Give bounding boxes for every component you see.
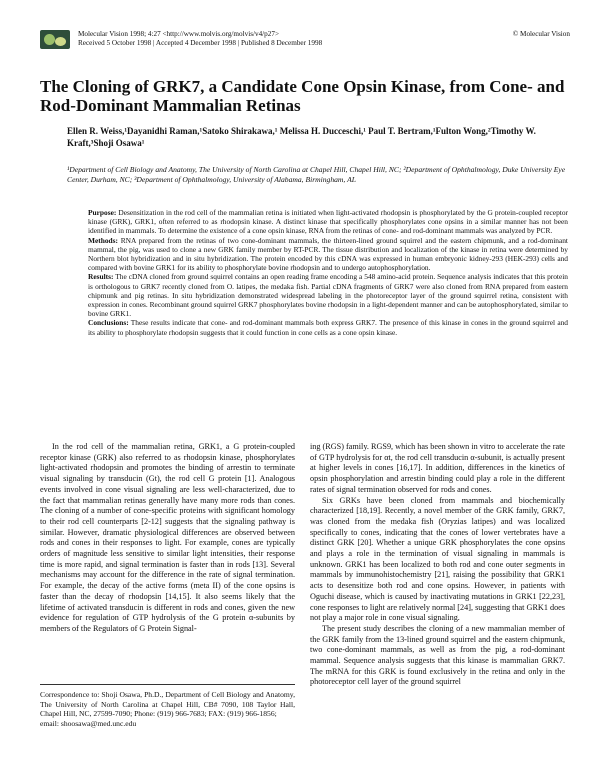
conclusions-label: Conclusions:	[88, 318, 129, 328]
body-column-left	[40, 442, 295, 635]
body-paragraph: Six GRKs have been cloned from mammals and biochemically characterized [18,19]. Recently, a novel member of the GRK family, GRK7, was cloned from the medaka fish (Oryzias latipes) and was localized specifically to cones, indicating that the cones of lower vertebrates have a distinct GRK [20]. Whether a unique GRK phosphorylates the cone opsins and plays a role in the termination of visual signaling in mammals is unknown. GRK1 has been localized to both rod and cone outer segments in mammals by immunohistochemistry [21], raising the possibility that GRK1 acts to desensitize both rod and cone opsins. However, in patients with Oguchi disease, which is caused by inactivating mutations in GRK1 [22,23], cone responses to light are relatively normal [24], suggesting that GRK1 does not play a major role in cone visual signaling.	[310, 495, 565, 623]
journal-line: Molecular Vision 1998; 4:27 <http://www.molvis.org/molvis/v4/p27>	[78, 30, 280, 38]
methods-label: Methods:	[88, 235, 118, 245]
correspondence-email[interactable]: email: shoosawa@med.unc.edu	[40, 719, 137, 729]
abstract-results	[88, 272, 568, 318]
abstract	[88, 208, 568, 337]
purpose-text: Desensitization in the rod cell of the mammalian retina is initiated when light-activated rhodopsin is phosphorylated by the G protein-coupled receptor kinase (GRK), GRK1, often referred to as rhodopsin kinase. A distinct kinase that specifically phosphorylates cone opsins in a similar manner has not been identified in mammals. To determine the existence of a cone opsin kinase, RNA from the retinas of cone- and rod-dominant mammals was analyzed by PCR.	[88, 208, 568, 236]
results-label: Results:	[88, 272, 114, 282]
purpose-label: Purpose:	[88, 208, 117, 217]
publication-dates: Received 5 October 1998 | Accepted 4 December 1998 | Published 8 December 1998	[78, 39, 323, 47]
correspondence-text: Correspondence to: Shoji Osawa, Ph.D., Department of Cell Biology and Anatomy, The University of North Carolina at Chapel Hill, CB# 7090, 108 Taylor Hall, Chapel Hill, NC, 27599-7090; Phone: (919) 966-7683; FAX: (919) 966-1856;	[40, 690, 295, 719]
correspondence-note	[40, 690, 295, 729]
author-list: Ellen R. Weiss,¹Dayanidhi Raman,¹Satoko Shirakawa,¹ Melissa H. Ducceschi,¹ Paul T. Bertram,¹Fulton Wong,²Timothy W. Kraft,³Shoji Osawa¹	[67, 126, 536, 148]
journal-citation	[78, 30, 408, 48]
methods-text: RNA prepared from the retinas of two cone-dominant mammals, the thirteen-lined ground squirrel and the eastern chipmunk, and a rod-dominant mammal, the pig, was used to clone a new GRK family member by RT-PCR. The tissue distribution and localization of the kinase in retina were determined by Northern blot hybridization and in situ hybridization. The protein encoded by this cDNA was expressed in human embryonic kidney-293 (HEK-293) cells and compared with bovine GRK1 for its ability to phosphorylate bovine rhodopsin and to undergo autophosphorylation.	[88, 235, 568, 273]
body-paragraph: In the rod cell of the mammalian retina, GRK1, a G protein-coupled receptor kinase (GRK) also referred to as rhodopsin kinase, phosphorylates light-activated rhodopsin and promotes the binding of arrestin to terminate visual signaling by transducin (Gt), the rod cell G protein [1]. Analogous events involved in cone visual signaling are less well-characterized, due to the fact that mammalian retinas generally have many more rods than cones. The cloning of a number of cone-specific proteins with significant homology to their rod cell counterparts [2-12] suggests that the signaling pathway is similar. However, dramatic physiological differences are observed between rods and cones in their responses to light. For example, cones are typically orders of magnitude less sensitive to similar light intensities, their response time is more rapid, and signal termination is faster than in rods [13]. Several mechanisms may account for the difference in the rate of signal termination. For example, the decay of the active forms (meta II) of the cone opsins is faster than the decay of rhodopsin [14,15]. It also seems likely that the lifetime of activated transducin is different in rods and cones, given the new evidence for regulation of GTP hydrolysis of the G protein α-subunits by members of the Regulators of G Protein Signal-	[40, 442, 295, 633]
article-title: The Cloning of GRK7, a Candidate Cone Opsin Kinase, from Cone- and Rod-Dominant Mammalian Retinas	[40, 77, 565, 115]
copyright-notice: © Molecular Vision	[512, 30, 570, 38]
results-text: The cDNA cloned from ground squirrel contains an open reading frame encoding a 548 amino-acid protein. Sequence analysis indicates that this protein is orthologous to GRK7 recently cloned from O. latipes, the medaka fish. Partial cDNA fragments of GRK7 were also cloned from RNA prepared from eastern chipmunk and pig retinas. In situ hybridization demonstrated widespread labeling in the photoreceptor layer of the ground squirrel retina, consistent with expression in cones. Recombinant ground squirrel GRK7 phosphorylates bovine rhodopsin in a light-dependent manner and can be autophosphorylated, similar to bovine GRK1.	[88, 272, 568, 319]
body-column-right	[310, 442, 565, 688]
abstract-purpose	[88, 208, 568, 236]
abstract-methods	[88, 236, 568, 273]
body-paragraph: The present study describes the cloning of a new mammalian member of the GRK family from the 13-lined ground squirrel and the eastern chipmunk, two cone-dominant mammals, as well as from the pig, a rod-dominant mammal. Sequence analysis suggests that this kinase is mammalian GRK7. The mRNA for this GRK is found exclusively in the retina and only in the photoreceptor cell layer of the ground squirrel	[310, 623, 565, 687]
abstract-conclusions	[88, 318, 568, 336]
affiliations: ¹Department of Cell Biology and Anatomy, The University of North Carolina at Chapel Hill, Chapel Hill, NC; ²Department of Ophthalmology, Duke University Eye Center, Durham, NC; ³Department of Ophthalmology, University of Alabama, Birmingham, AL	[67, 165, 566, 184]
footnote-divider	[40, 684, 295, 685]
conclusions-text: These results indicate that cone- and rod-dominant mammals both express GRK7. The presence of this kinase in cones in the ground squirrel and its ability to phosphorylate rhodopsin suggests that it could function in cone cells as a cone opsin kinase.	[88, 318, 568, 337]
journal-logo	[40, 30, 70, 49]
body-paragraph: ing (RGS) family. RGS9, which has been shown in vitro to accelerate the rate of GTP hydrolysis for αt, the rod cell transducin α-subunit, is actually present at higher levels in cones [16,17]. In addition, differences in the kinetics of opsin phosphorylation and arrestin binding could play a role in the different rates of signal termination observed for rods and cones.	[310, 442, 565, 494]
